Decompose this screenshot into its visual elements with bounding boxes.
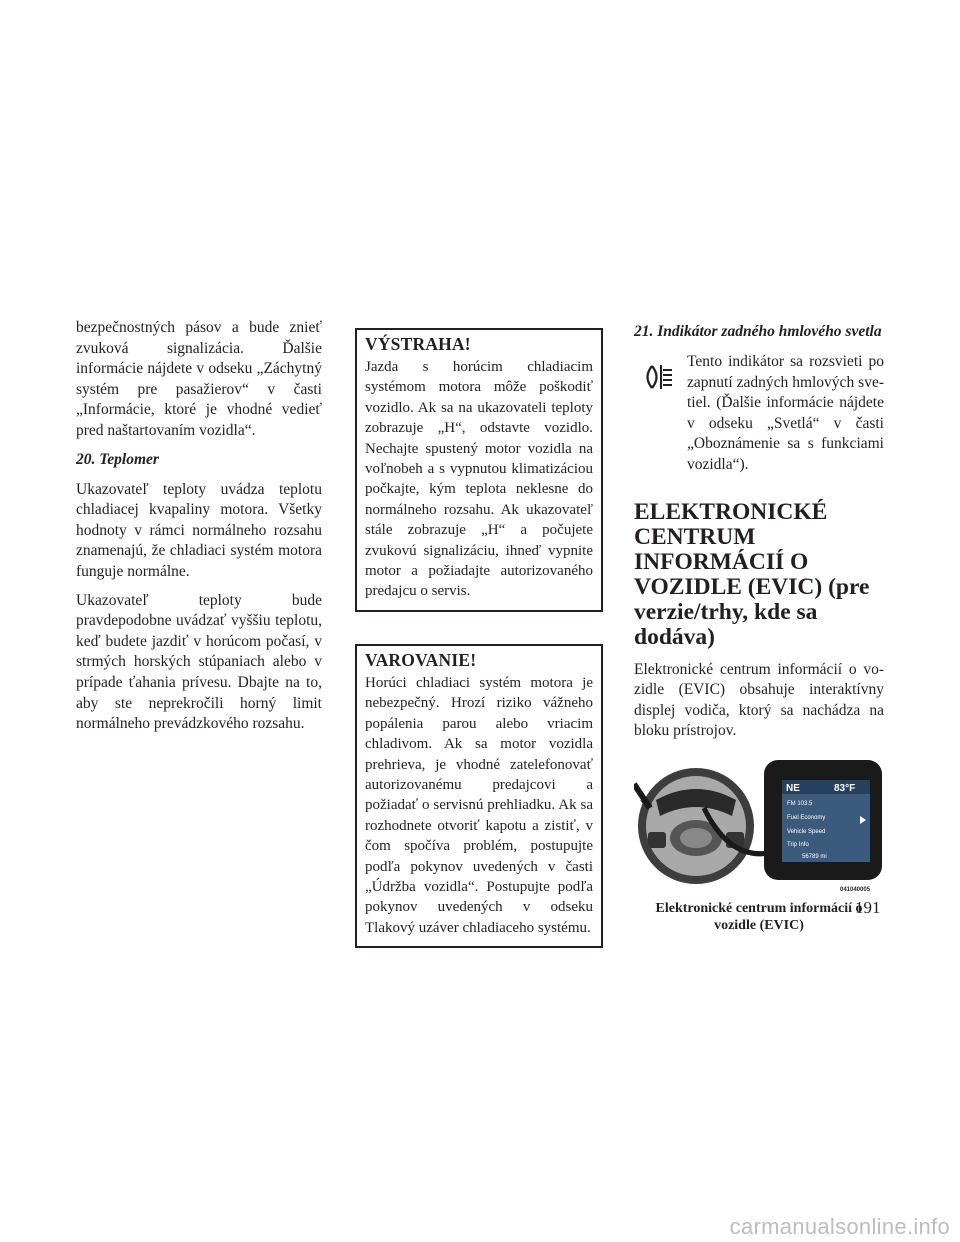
rear-fog-light-icon (640, 362, 674, 392)
watermark: carmanualsonline.info (729, 1214, 950, 1239)
warning-title: VÝSTRAHA! (365, 334, 471, 354)
caution-box (355, 644, 603, 948)
svg-text:Fuel Economy: Fuel Economy (787, 814, 826, 821)
figure-caption: Elektronické centrum informácií o vozidle (EVIC) (655, 900, 863, 933)
caution-title: VAROVANIE! (365, 649, 477, 670)
svg-text:83°F: 83°F (834, 782, 856, 794)
svg-text:Vehicle Speed: Vehicle Speed (787, 828, 826, 835)
paragraph: bezpečnostných pásov a bude znieť zvuková signalizácia. Ďalšie informácie nájdete v odseku „Záchytný systém pre pasažierov“ v časti „Informácie, ktoré je vhodné vedieť pred naštartovaním vozidla“. (76, 319, 322, 439)
svg-text:041040005: 041040005 (840, 886, 871, 893)
paragraph: Tento indikátor sa rozsvieti po zapnutí zadných hmlových svetiel. (Ďalšie informácie nájdete v odseku „Svetlá“ v časti „Oboznámenie sa s funkciami vozidla“). (687, 353, 884, 473)
section-title-evic: ELEKTRONICKÉ CENTRUM INFORMÁCIÍ O VOZIDLE (EVIC) (pre verzie/trhy, kde sa dodáva) (634, 498, 870, 650)
indicator-block (634, 352, 884, 476)
left-column (76, 318, 322, 743)
paragraph: Ukazovateľ teploty uvádza teplotu chladiacej kvapaliny motora. Všetky hodnoty v rámci normálneho rozsahu znamenajú, že chladiaci systém motora funguje normálne. (76, 480, 322, 580)
subheading-thermometer: 20. Teplomer (76, 450, 159, 468)
warning-text: Jazda s horúcim chladiacim systémom motora môže poškodiť vozidlo. Ak sa na ukazovateli teploty zobrazuje „H“, odstavte vozidlo. Nechajte spustený motor vozidla na voľnobeh a s vypnutou klimatizáciou počkajte, kým teplota neklesne do normálneho rozsahu. Ak ukazovateľ stále zobrazuje „H“ a počujete zvukovú signalizáciu, ihneď vypnite motor a požiadajte autorizovaného predajcu o servis. (365, 359, 593, 600)
evic-illustration (634, 760, 884, 894)
caution-text: Horúci chladiaci systém motora je nebezpečný. Hrozí riziko vážneho popálenia parou alebo vriacim chladivom. Ak sa motor vozidla prehrieva, je vhodné zatelefonovať autorizovanému predajcovi a požiadať o servisnú prehliadku. Ak sa rozhodnete otvoriť kapotu a zistiť, v čom spočíva problém, postupujte podľa pokynov uvedených v časti „Údržba vozidla“. Postupujte podľa pokynov uvedených v odseku Tlakový uzáver chladiaceho systému. (365, 674, 593, 936)
warning-box (355, 328, 603, 612)
paragraph: Elektronické centrum informácií o vozidle (EVIC) obsahuje interaktívny displej vodiča, ktorý sa nachádza na bloku prístrojov. (634, 660, 884, 740)
right-column (634, 318, 884, 934)
page-number: 191 (855, 898, 881, 917)
paragraph: Ukazovateľ teploty bude pravdepodobne uvádzať vyššiu teplotu, keď budete jazdiť v horúcom počasí, v strmých horských stúpaniach alebo v prípade ťahania prívesu. Dbajte na to, aby ste neprekročili horný limit normálneho prevádzkového rozsahu. (76, 591, 322, 733)
subheading-rear-fog: 21. Indikátor zadného hmlového svetla (634, 323, 882, 340)
middle-column (355, 318, 603, 948)
svg-text:Trip Info: Trip Info (787, 841, 809, 848)
svg-text:NE: NE (786, 782, 800, 794)
svg-text:56789 mi: 56789 mi (802, 853, 827, 860)
svg-text:FM 103.5: FM 103.5 (787, 800, 813, 807)
